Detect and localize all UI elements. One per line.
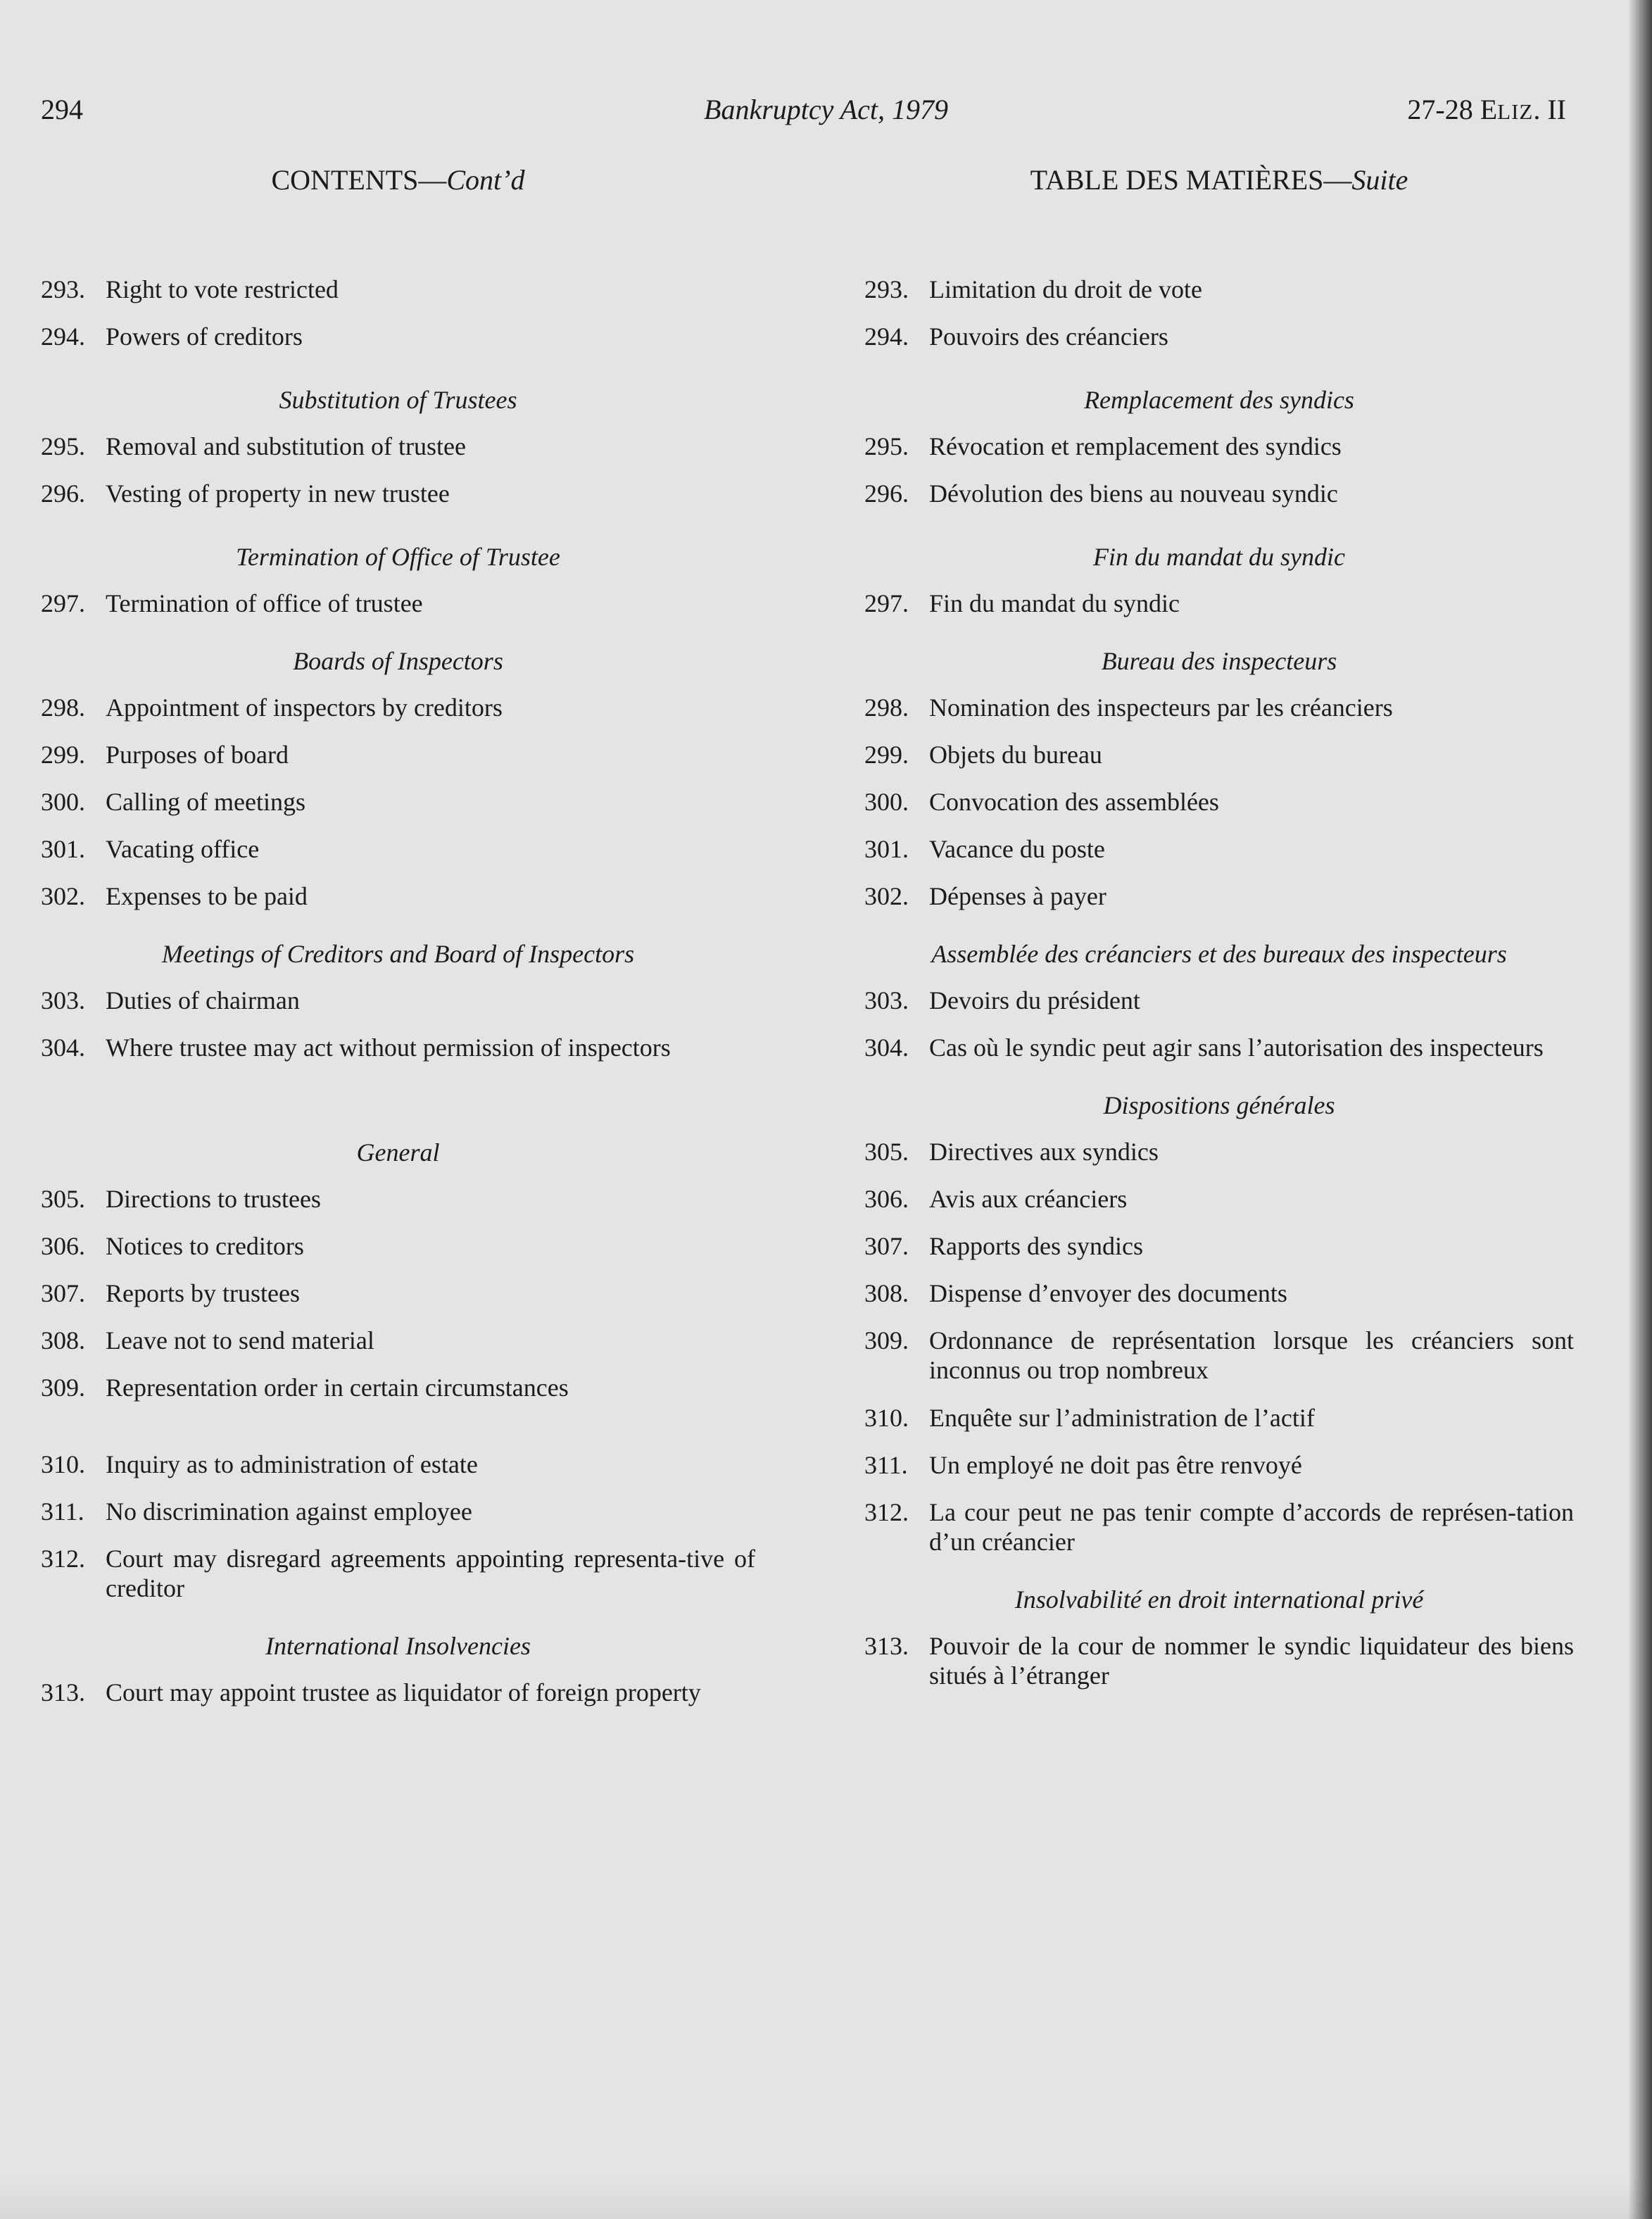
toc-entry [41,322,755,351]
toc-entry [41,275,755,304]
toc-entry [41,986,755,1015]
toc-entry [864,1497,1574,1557]
section-title: Court may disregard agreements appointing representa-tive of creditor [106,1545,755,1602]
section-title: Court may appoint trustee as liquidator of foreign property [106,1678,701,1706]
toc-entry [41,1326,755,1355]
regnal-suffix: . II [1533,94,1566,125]
section-number: 294. [41,322,85,351]
toc-entry [864,740,1574,769]
group-heading: Remplacement des syndics [1084,386,1354,414]
toc-entry [864,1231,1574,1261]
section-title: Termination of office of trustee [106,589,423,617]
french-title-italic: Suite [1351,164,1408,196]
section-number: 300. [864,788,909,816]
group-heading: Assemblée des créanciers et des bureaux des inspecteurs [931,940,1507,968]
section-number: 313. [41,1678,85,1706]
section-number: 307. [864,1232,909,1260]
section-number: 309. [864,1326,909,1354]
french-column-title [864,161,1574,200]
english-title-italic: Cont’d [446,164,525,196]
running-head-title: Bankruptcy Act, 1979 [704,94,948,125]
toc-entry [41,1184,755,1214]
section-number: 293. [864,275,909,303]
section-title: Inquiry as to administration of estate [106,1450,478,1478]
regnal-year [1407,90,1566,132]
section-number: 303. [41,986,85,1014]
section-number: 297. [864,589,909,617]
section-number: 301. [864,835,909,863]
section-number: 308. [864,1279,909,1307]
toc-entry [864,322,1574,351]
section-title: Pouvoir de la cour de nommer le syndic liquidateur des biens situés à l’étranger [929,1632,1574,1690]
section-number: 302. [41,882,85,910]
section-number: 293. [41,275,85,303]
section-number: 307. [41,1279,85,1307]
page-number: 294 [41,94,83,125]
section-title: Un employé ne doit pas être renvoyé [929,1451,1302,1479]
toc-entry [41,740,755,769]
group-heading: Meetings of Creditors and Board of Inspectors [161,940,635,968]
toc-entry [41,1497,755,1526]
toc-entry [41,1231,755,1261]
section-title: Cas où le syndic peut agir sans l’autorisation des inspecteurs [929,1033,1544,1062]
spacer [41,1080,755,1110]
section-title: Enquête sur l’administration de l’actif [929,1404,1315,1432]
section-title: Dispense d’envoyer des documents [929,1279,1287,1307]
toc-entry [864,1033,1574,1062]
section-title: Expenses to be paid [106,882,308,910]
group-heading: International Insolvencies [265,1632,531,1660]
toc-entry [41,1678,755,1707]
section-title: Vesting of property in new trustee [106,479,450,508]
section-title: Leave not to send material [106,1326,374,1354]
section-number: 310. [41,1450,85,1478]
group-heading: Termination of Office of Trustee [236,543,560,571]
toc-entry [41,479,755,508]
section-title: Reports by trustees [106,1279,300,1307]
group-heading: Boards of Inspectors [293,647,503,675]
section-title: Appointment of inspectors by creditors [106,693,503,722]
section-title: Dévolution des biens au nouveau syndic [929,479,1338,508]
section-number: 305. [41,1185,85,1213]
section-number: 301. [41,835,85,863]
english-contents-column [41,161,755,1725]
toc-entry [864,1631,1574,1690]
section-title: Purposes of board [106,741,289,769]
section-title: Convocation des assemblées [929,788,1219,816]
toc-entry [41,432,755,461]
toc-entry [41,1033,755,1062]
toc-entry [864,275,1574,304]
section-title: Removal and substitution of trustee [106,432,466,460]
section-title: Vacance du poste [929,835,1105,863]
section-number: 309. [41,1373,85,1402]
group-heading: Bureau des inspecteurs [1101,647,1337,675]
french-contents-column [864,161,1574,1709]
section-number: 306. [41,1232,85,1260]
section-title: Dépenses à payer [929,882,1106,910]
section-number: 295. [864,432,909,460]
section-title: Duties of chairman [106,986,300,1014]
toc-entry [864,834,1574,864]
group-heading: Insolvabilité en droit international privé [1014,1585,1424,1614]
section-title: Avis aux créanciers [929,1185,1128,1213]
section-number: 308. [41,1326,85,1354]
section-number: 305. [864,1138,909,1166]
toc-entry [864,1278,1574,1308]
section-number: 312. [41,1545,85,1573]
toc-entry [41,1450,755,1479]
section-title: Nomination des inspecteurs par les créanciers [929,693,1393,722]
section-title: Devoirs du président [929,986,1140,1014]
section-number: 297. [41,589,85,617]
section-title: La cour peut ne pas tenir compte d’accords de représen-tation d’un créancier [929,1498,1574,1556]
toc-entry [864,693,1574,722]
binding-shadow [1628,0,1652,2219]
section-number: 300. [41,788,85,816]
english-title-text: CONTENTS— [271,164,447,196]
section-number: 302. [864,882,909,910]
toc-entry [864,1326,1574,1385]
section-title: Objets du bureau [929,741,1102,769]
toc-entry [41,834,755,864]
section-number: 311. [41,1497,84,1526]
section-title: Révocation et remplacement des syndics [929,432,1342,460]
toc-entry [864,1184,1574,1214]
section-title: Powers of creditors [106,322,303,351]
section-title: Pouvoirs des créanciers [929,322,1168,351]
section-number: 311. [864,1451,908,1479]
toc-entry [864,1450,1574,1480]
section-title: Calling of meetings [106,788,305,816]
section-number: 299. [864,741,909,769]
toc-entry [864,479,1574,508]
section-title: Where trustee may act without permission of inspectors [106,1033,671,1062]
toc-entry [864,589,1574,618]
group-heading: Substitution of Trustees [279,386,517,414]
group-heading: Dispositions générales [1103,1091,1335,1119]
toc-entry [41,693,755,722]
section-title: Directions to trustees [106,1185,321,1213]
section-number: 299. [41,741,85,769]
toc-entry [41,881,755,911]
section-title: Limitation du droit de vote [929,275,1202,303]
section-title: Directives aux syndics [929,1138,1159,1166]
section-number: 304. [864,1033,909,1062]
regnal-smallcaps: LIZ [1497,99,1534,124]
section-number: 304. [41,1033,85,1062]
section-number: 298. [864,693,909,722]
section-title: Representation order in certain circumstances [106,1373,569,1402]
section-number: 295. [41,432,85,460]
toc-entry [41,589,755,618]
section-number: 294. [864,322,909,351]
section-number: 303. [864,986,909,1014]
section-title: Fin du mandat du syndic [929,589,1180,617]
section-number: 296. [41,479,85,508]
toc-entry [864,881,1574,911]
toc-entry [864,986,1574,1015]
section-number: 313. [864,1632,909,1660]
section-title: Notices to creditors [106,1232,304,1260]
section-title: No discrimination against employee [106,1497,472,1526]
spacer [41,1420,755,1450]
english-column-title [41,161,755,200]
toc-entry [41,1373,755,1402]
toc-entry [41,1544,755,1603]
section-number: 298. [41,693,85,722]
section-number: 296. [864,479,909,508]
french-title-text: TABLE DES MATIÈRES— [1030,164,1352,196]
page-shading [0,2177,1652,2219]
toc-entry [41,787,755,817]
group-heading: Fin du mandat du syndic [1093,543,1345,571]
toc-entry [864,1137,1574,1167]
toc-entry [864,1403,1574,1433]
section-title: Ordonnance de représentation lorsque les créanciers sont inconnus ou trop nombreux [929,1326,1574,1384]
section-number: 306. [864,1185,909,1213]
toc-entry [41,1278,755,1308]
regnal-prefix: 27-28 E [1407,94,1498,125]
section-number: 312. [864,1498,909,1526]
toc-entry [864,432,1574,461]
section-title: Rapports des syndics [929,1232,1143,1260]
section-number: 310. [864,1404,909,1432]
group-heading: General [356,1138,440,1167]
toc-entry [864,787,1574,817]
section-title: Vacating office [106,835,260,863]
section-title: Right to vote restricted [106,275,339,303]
